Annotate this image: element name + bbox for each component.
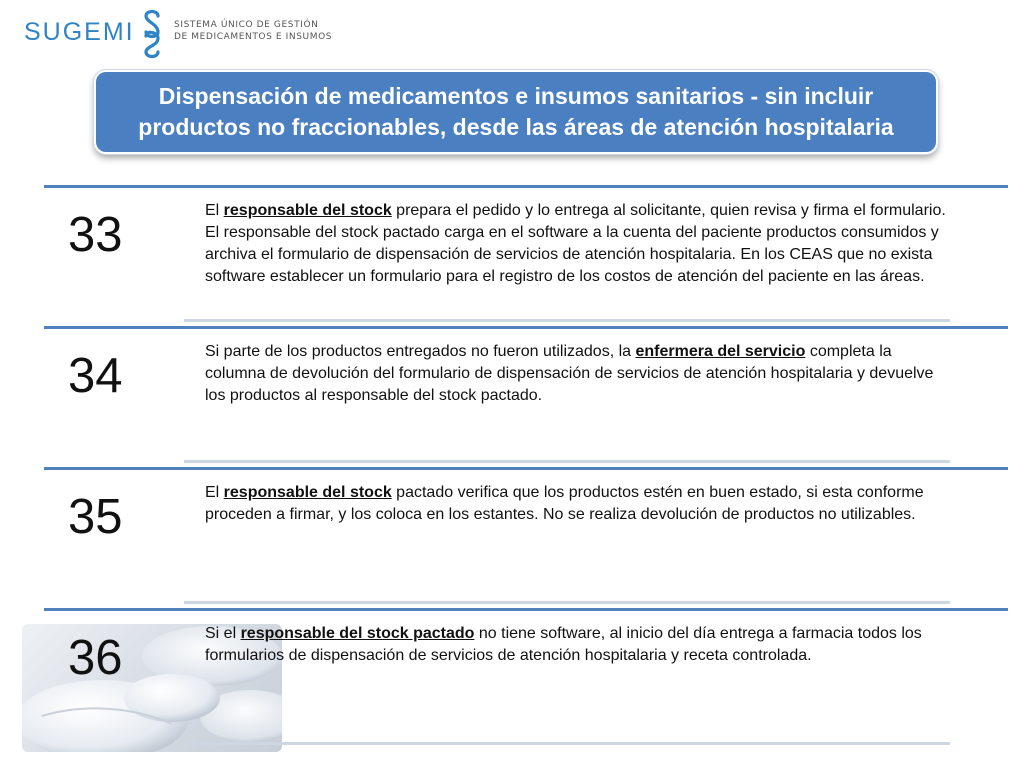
row-divider bbox=[44, 467, 1008, 470]
step-responsible-role: responsable del stock bbox=[223, 484, 392, 501]
step-row bbox=[0, 326, 1024, 466]
logo-wordmark: SUGEMI bbox=[24, 18, 135, 46]
row-divider-light bbox=[184, 601, 950, 604]
step-number: 33 bbox=[68, 208, 123, 262]
row-divider-light bbox=[184, 460, 950, 463]
step-description bbox=[205, 341, 955, 407]
step-text-after: prepara el pedido y lo entrega al solicitante, quien revisa y firma el formulario. El responsable del stock pactado carga en el software a la cuenta del paciente productos consumidos y archiva el formulario de dispensación de servicios de atención hospitalaria. En los CEAS que no exista software establecer un formulario para el registro de los costos de atención del paciente en las áreas. bbox=[205, 202, 946, 285]
step-number: 35 bbox=[68, 490, 123, 544]
step-row bbox=[0, 185, 1024, 325]
logo-subtitle-line2: DE MEDICAMENTOS E INSUMOS bbox=[174, 32, 333, 42]
step-responsible-role: responsable del stock pactado bbox=[240, 625, 475, 642]
step-text-before: Si parte de los productos entregados no fueron utilizados, la bbox=[205, 343, 636, 360]
row-divider bbox=[44, 326, 1008, 329]
step-text-after: pactado verifica que los productos estén en buen estado, si esta conforme proceden a firmar, y los coloca en los estantes. No se realiza devolución de productos no utilizables. bbox=[205, 484, 924, 523]
step-row bbox=[0, 467, 1024, 607]
step-text-before: El bbox=[205, 202, 224, 219]
step-description bbox=[205, 482, 955, 526]
row-divider-light bbox=[184, 742, 950, 745]
step-description bbox=[205, 200, 955, 288]
row-divider bbox=[44, 185, 1008, 188]
row-divider-light bbox=[184, 319, 950, 322]
step-text-before: Si el bbox=[205, 625, 241, 642]
step-description bbox=[205, 623, 955, 667]
step-number: 36 bbox=[68, 631, 123, 685]
step-row bbox=[0, 608, 1024, 748]
row-divider bbox=[44, 608, 1008, 611]
step-responsible-role: enfermera del servicio bbox=[635, 343, 806, 360]
slide-title-text: Dispensación de medicamentos e insumos sanitarios - sin incluir productos no fraccionables, desde las áreas de atención hospitalaria bbox=[138, 83, 894, 140]
step-text-after: no tiene software, al inicio del día entrega a farmacia todos los formularios de dispensación de servicios de atención hospitalaria y receta controlada. bbox=[205, 625, 922, 664]
step-responsible-role: responsable del stock bbox=[223, 202, 392, 219]
step-text-before: El bbox=[205, 484, 224, 501]
logo-subtitle-line1: SISTEMA ÚNICO DE GESTIÓN bbox=[174, 20, 319, 30]
step-text-after: completa la columna de devolución del formulario de dispensación de servicios de atención hospitalaria y devuelve los productos al responsable del stock pactado. bbox=[205, 343, 934, 404]
step-number: 34 bbox=[68, 349, 123, 403]
